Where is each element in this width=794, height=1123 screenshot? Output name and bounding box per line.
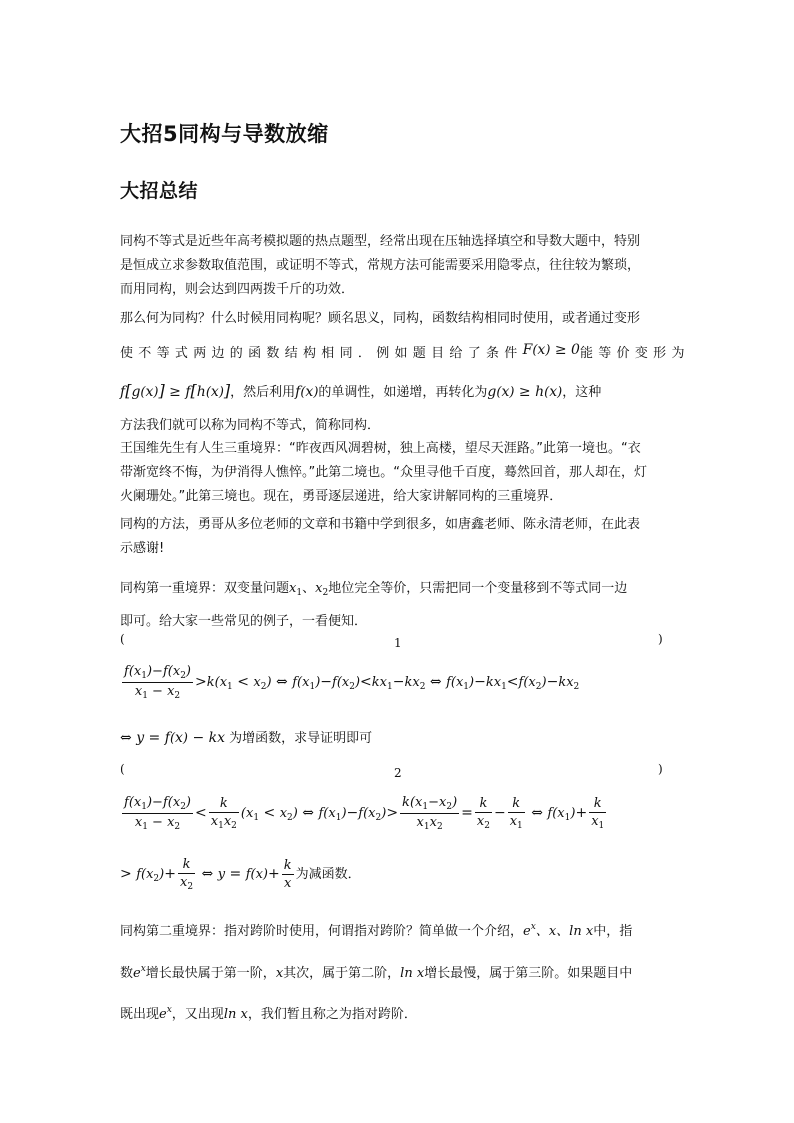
level2-line-2: 数$e^x$增长最快属于第一阶，x其次，属于第二阶，ln x增长最慢，属于第三阶。如果题目中: [120, 964, 633, 981]
level1-line-2: 即可。给大家一些常见的例子，一看便知．: [120, 614, 368, 629]
what-line-1: 那么何为同构？什么时候用同构呢？顾名思义，同构，函数结构相同时使用，或者通过变形: [120, 311, 641, 326]
eq2-open-paren: (: [120, 762, 125, 776]
intro-line-2: 是恒成立求参数取值范围，或证明不等式，常规方法可能需要采用隐零点，往往较为繁琐，: [120, 258, 641, 273]
level2-line-3: 既出现$e^x$，又出现ln x，我们暂且称之为指对跨阶．: [120, 1005, 417, 1022]
thanks-line-1: 同构的方法，勇哥从多位老师的文章和书籍中学到很多，如唐鑫老师、陈永清老师，在此表: [120, 517, 641, 532]
eq1-close-paren: ): [658, 632, 663, 646]
thanks-line-2: 示感谢!: [120, 541, 165, 556]
eq1-number: 1: [394, 636, 402, 650]
wang-line-2: 带渐宽终不悔，为伊消得人憔悴。”此第二境也。“众里寻他千百度，蓦然回首，那人却在，灯: [120, 465, 647, 480]
level1-line-1: 同构第一重境界：双变量问题$x_1$、$x_2$地位完全等价，只需把同一个变量移到不等式同一边: [120, 581, 628, 598]
eq1-result: ⇔ y = f(x) − kx 为增函数，求导证明即可: [120, 730, 373, 746]
math-x1-x2: $x_1$、$x_2$: [289, 581, 329, 598]
equation-2: $\frac{f(x_1)-f(x_2)}{x_1 - x_2}$ < $\frac{k}{x_1x_2}$ $(x_1 < x_2)$ ⇔ $f(x_1)-f(x_2)>$ $\frac{k(x_1-x_2)}{x_1x_2}$ = $\frac{k}{x_2}$ − $\frac{k}{x_1}$ ⇔ $f(x_1)+$ $\frac{k}{x_1}$: [124, 795, 605, 832]
intro-line-3: 而用同构，则会达到四两拨千斤的功效．: [120, 282, 355, 297]
eq1-open-paren: (: [120, 632, 125, 646]
intro-paragraph: [120, 230, 676, 302]
thanks-paragraph: [120, 513, 676, 561]
page-title: 大招5同构与导数放缩: [120, 122, 329, 146]
math-ex-x-lnx: $e^x$、x、ln x: [523, 922, 594, 939]
equation-1: $\frac{f(x_1)-f(x_2)}{x_1 - x_2}$ $>k(x_1 < x_2)$ ⇔ $f(x_1)-f(x_2)<kx_1-kx_2$ ⇔ $f(x_1)-kx_1<f(x_2)-kx_2$: [124, 664, 580, 701]
math-g-geq-h: g(x) ≥ h(x): [487, 384, 563, 400]
intro-line-1: 同构不等式是近些年高考模拟题的热点题型，经常出现在压轴选择填空和导数大题中，特别: [120, 234, 641, 249]
what-line-2: 使不等式两边的函数结构相同．例如题目给了条件 F(x) ≥ 0 能等价变形为: [120, 342, 690, 361]
eq2-continued: > $f(x_2)+$ $\frac{k}{x_2}$ ⇔ y = f(x)+ $\frac{k}{x}$ 为减函数．: [120, 857, 361, 892]
what-line-3: f[g(x)] ≥ f[h(x)]，然后利用f(x)的单调性，如递增，再转化为g(x) ≥ h(x)，这种: [120, 381, 602, 400]
eq2-number: 2: [394, 766, 402, 780]
wang-line-1: 王国维先生有人生三重境界：“昨夜西风凋碧树，独上高楼，望尽天涯路。”此第一境也。“衣: [120, 441, 641, 456]
math-f-g-h: f[g(x)] ≥ f[h(x)]: [120, 381, 231, 400]
level2-line-1: 同构第二重境界：指对跨阶时使用，何谓指对跨阶？简单做一个介绍，$e^x$、x、ln x中，指: [120, 922, 633, 939]
eq2-close-paren: ): [658, 762, 663, 776]
wang-paragraph: [120, 437, 676, 509]
wang-line-3: 火阑珊处。”此第三境也。现在，勇哥逐层递进，给大家讲解同构的三重境界．: [120, 489, 563, 504]
math-F-condition: F(x) ≥ 0: [522, 342, 580, 358]
math-fx: f(x): [295, 384, 319, 400]
section-heading: 大招总结: [120, 180, 199, 202]
what-line-4: 方法我们就可以称为同构不等式，简称同构．: [120, 418, 381, 433]
